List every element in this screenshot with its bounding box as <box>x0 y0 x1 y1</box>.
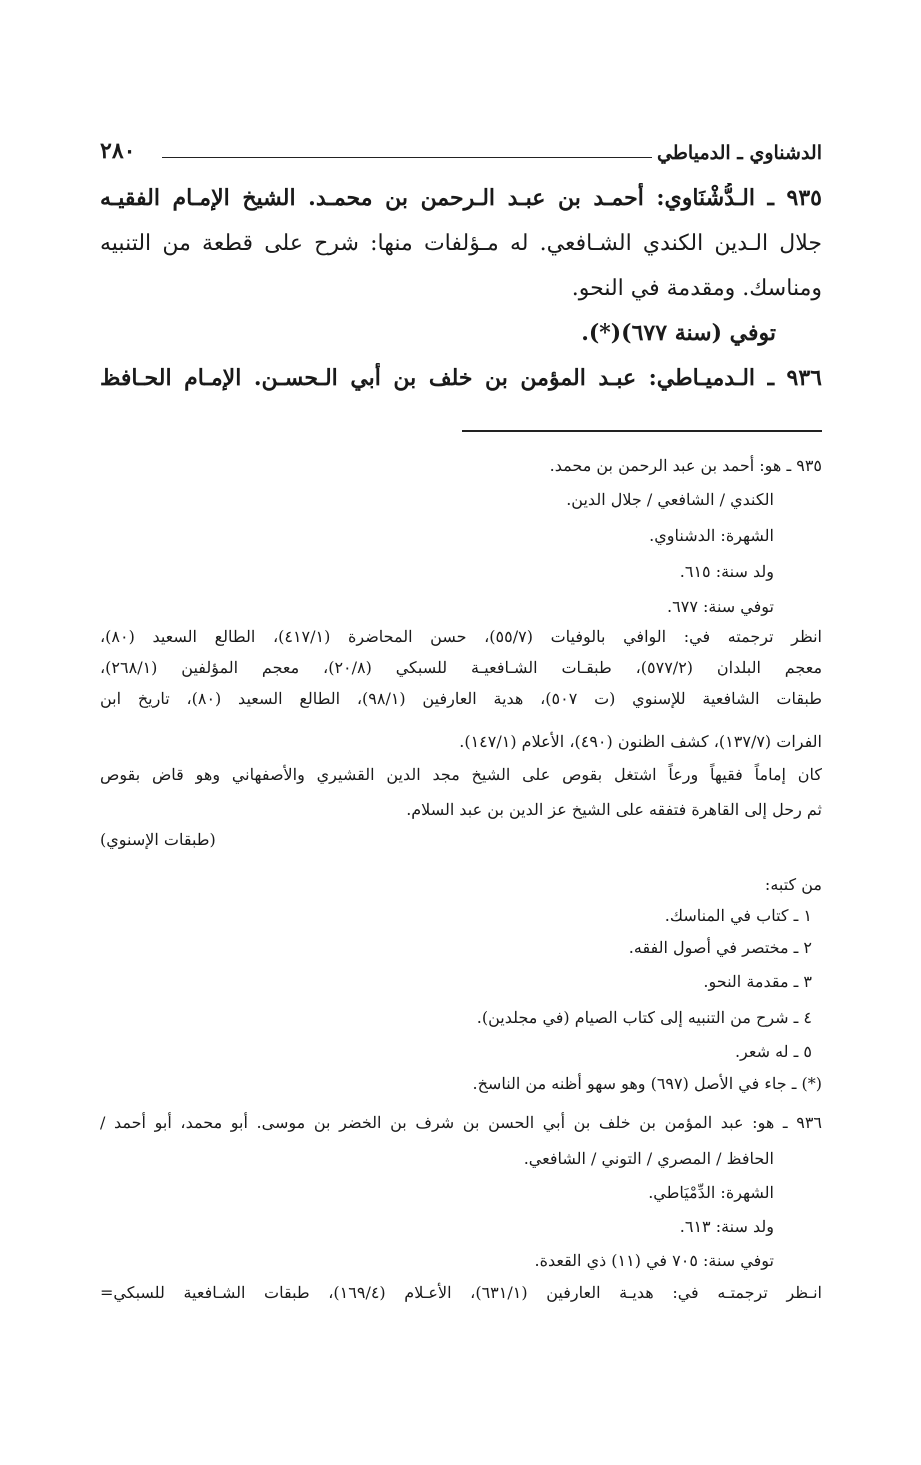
footnote-line: الحافظ / المصري / التوني / الشافعي. <box>523 1149 774 1168</box>
footnote-line: ثم رحل إلى القاهرة فتفقه على الشيخ عز الدين بن عبد السلام. <box>406 800 822 819</box>
entry-935-death: توفي (سنة ٦٧٧)(*). <box>581 320 776 346</box>
footnote-line: الشهرة: الدشناوي. <box>649 526 774 545</box>
footnote-line: توفي سنة: ٦٧٧. <box>667 597 774 616</box>
list-item: ٣ ـ مقدمة النحو. <box>703 972 812 991</box>
footnote-source-text: (طبقات الإسنوي) <box>100 830 216 849</box>
footnote-line: الفرات (١٣٧/٧)، كشف الظنون (٤٩٠)، الأعلام (١٤٧/١). <box>459 732 822 751</box>
footnote-line: طبقات الشافعية للإسنوي (ت ٥٠٧)، هدية العارفين (٩٨/١)، الطالع السعيد (٨٠)، تاريخ ابن <box>100 689 822 708</box>
page-number: ٢٨٠ <box>100 138 136 164</box>
running-head: الدشناوي ـ الدمياطي <box>656 142 822 164</box>
page-header <box>100 138 822 172</box>
footnote-line: كان إماماً فقيهاً ورعاً اشتغل بقوص على الشيخ مجد الدين القشيري والأصفهاني وهو قاض بقوص <box>100 765 822 784</box>
footnote-line: انـظر ترجمتـه في: هديـة العارفين (٦٣١/١)، الأعـلام (١٦٩/٤)، طبقات الشـافعية للسبكي= <box>100 1283 822 1302</box>
footnote-line: معجم البلدان (٥٧٧/٢)، طبقـات الشـافعيـة للسبكي (٢٠/٨)، معجم المؤلفين (٢٦٨/١)، <box>100 658 822 677</box>
footnote-line: ٩٣٦ ـ هو: عبد المؤمن بن خلف بن أبي الحسن بن شرف بن الخضر بن موسى. أبو محمد، أبو أحمد / <box>100 1113 822 1132</box>
footnote-separator <box>462 430 822 432</box>
entry-935-text: ومناسك. ومقدمة في النحو. <box>571 276 822 301</box>
entry-935-heading: ٩٣٥ ـ الـدُّشْنَاوي: أحمـد بن عبـد الـرحمن بن محمـد. الشيخ الإمـام الفقيـه <box>100 185 822 211</box>
footnote-line: انظر ترجمته في: الوافي بالوفيات (٥٥/٧)، حسن المحاضرة (٤١٧/١)، الطالع السعيد (٨٠)، <box>100 627 822 646</box>
footnote-line: ٩٣٥ ـ هو: أحمد بن عبد الرحمن بن محمد. <box>549 456 822 475</box>
footnote-line: ولد سنة: ٦١٥. <box>679 562 774 581</box>
list-item: ١ ـ كتاب في المناسك. <box>664 906 812 925</box>
footnote-source <box>100 827 822 853</box>
footnote-line: ولد سنة: ٦١٣. <box>679 1217 774 1236</box>
footnote-line: من كتبه: <box>764 875 822 894</box>
entry-935-text: جلال الـدين الكندي الشـافعي. له مـؤلفات منها: شرح على قطعة من التنبيه <box>100 231 822 256</box>
list-item: ٤ ـ شرح من التنبيه إلى كتاب الصيام (في مجلدين). <box>476 1008 812 1027</box>
footnote-line: توفي سنة: ٧٠٥ في (١١) ذي القعدة. <box>534 1251 774 1270</box>
list-item: ٥ ـ له شعر. <box>734 1042 812 1061</box>
entry-936-heading: ٩٣٦ ـ الـدميـاطي: عبـد المؤمن بن خلف بن أبي الـحسـن. الإمـام الحـافظ <box>100 365 822 391</box>
list-item: ٢ ـ مختصر في أصول الفقه. <box>628 938 812 957</box>
footnote-line: الكندي / الشافعي / جلال الدين. <box>566 490 774 509</box>
header-rule <box>162 157 652 158</box>
footnote-asterisk: (*) ـ جاء في الأصل (٦٩٧) وهو سهو أظنه من الناسخ. <box>472 1074 822 1093</box>
footnote-line: الشهرة: الدِّمْيَاطي. <box>648 1183 774 1202</box>
